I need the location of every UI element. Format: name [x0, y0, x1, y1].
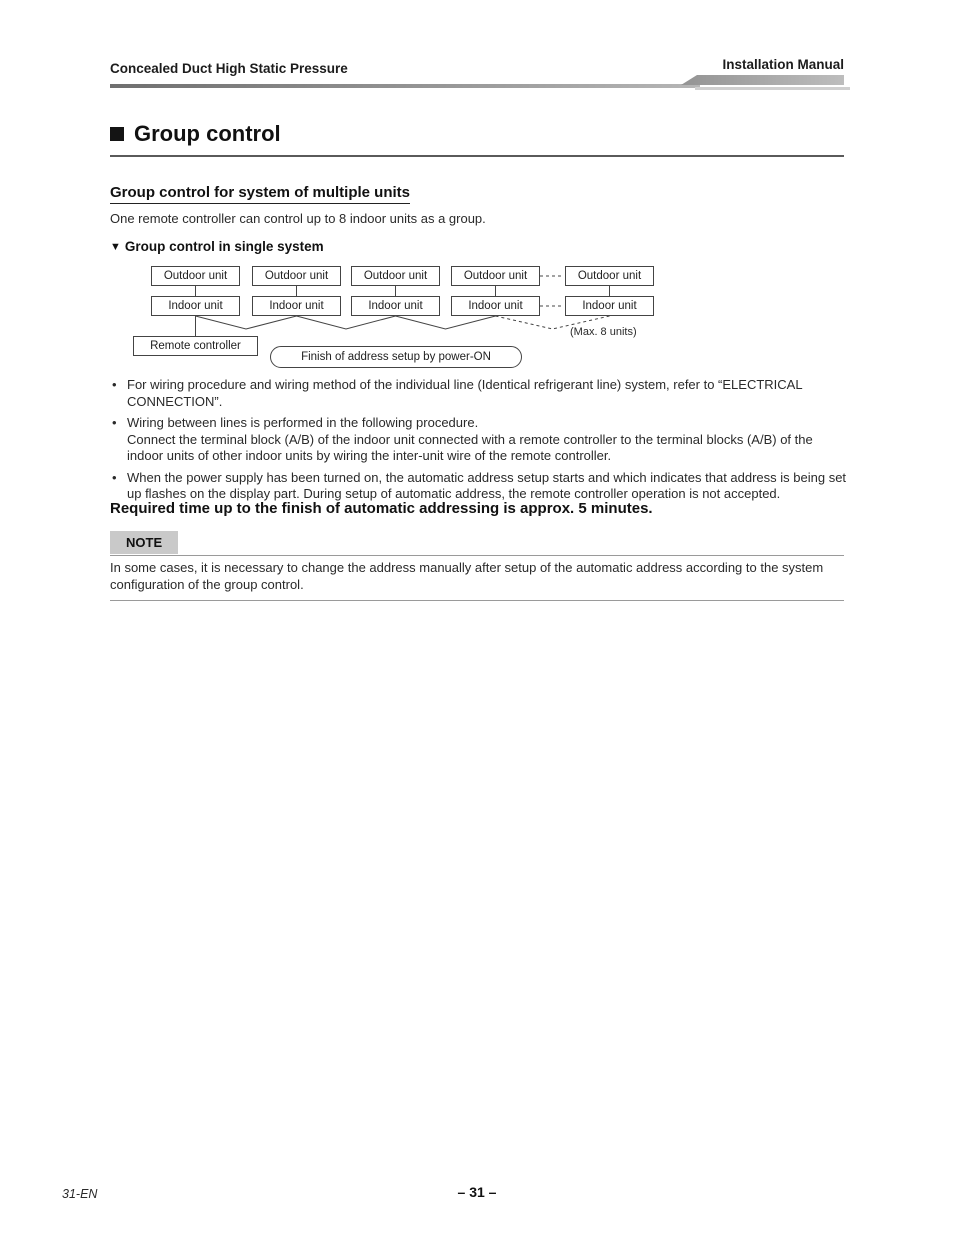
- single-system-heading: [110, 239, 324, 254]
- header-rule-right: [681, 75, 844, 85]
- outdoor-unit-box: Outdoor unit: [151, 266, 240, 286]
- group-control-diagram: [133, 264, 678, 376]
- indoor-unit-box: Indoor unit: [565, 296, 654, 316]
- subsection-intro-text: One remote controller can control up to 8 indoor units as a group.: [110, 211, 486, 226]
- note-text: In some cases, it is necessary to change the address manually after setup of the automatic address according to the system configuration of the group control.: [110, 560, 824, 592]
- header-right-title: Installation Manual: [722, 57, 844, 72]
- square-bullet-icon: [110, 127, 124, 141]
- subsection-heading: Group control for system of multiple units: [110, 184, 410, 204]
- list-item: [110, 377, 848, 410]
- outdoor-unit-box: Outdoor unit: [252, 266, 341, 286]
- outdoor-unit-box: Outdoor unit: [565, 266, 654, 286]
- bullet-text: • For wiring procedure and wiring method of the individual line (Identical refrigerant line) system, refer to “ELECTRICAL CONNECTION”.: [127, 377, 803, 409]
- down-triangle-icon: ▼: [110, 241, 121, 253]
- single-system-heading-text: Group control in single system: [124, 239, 324, 254]
- header-left-title: Concealed Duct High Static Pressure: [110, 61, 348, 76]
- header-rule-left: [110, 84, 700, 88]
- section-heading: [110, 121, 281, 147]
- finish-address-setup-callout: Finish of address setup by power-ON: [270, 346, 522, 368]
- note-label: NOTE: [110, 531, 178, 554]
- required-time-statement: Required time up to the finish of automatic addressing is approx. 5 minutes.: [110, 500, 653, 517]
- note-divider-top: [110, 555, 844, 556]
- section-divider: [110, 155, 844, 157]
- max-units-label: (Max. 8 units): [570, 326, 637, 338]
- indoor-unit-box: Indoor unit: [252, 296, 341, 316]
- note-divider-bottom: [110, 600, 844, 601]
- list-item: [110, 415, 848, 465]
- footer-page-number: – 31 –: [457, 1184, 497, 1200]
- footer-page-code: 31-EN: [62, 1187, 98, 1201]
- indoor-unit-box: Indoor unit: [151, 296, 240, 316]
- header-rule-shadow: [695, 87, 850, 90]
- remote-controller-box: Remote controller: [133, 336, 258, 356]
- bullet-text: Connect the terminal block (A/B) of the indoor unit connected with a remote controller to the terminal blocks (A/B) of the indoor units of other indoor units by wiring the inter-unit wire of the remote controller.: [127, 431, 813, 463]
- outdoor-unit-box: Outdoor unit: [351, 266, 440, 286]
- list-item: [110, 470, 848, 503]
- bullet-list: [110, 377, 848, 508]
- bullet-text: • When the power supply has been turned on, the automatic address setup starts and which indicates that address is being set up flashes on the display part. During setup of automatic address, the remote controller operation is not accepted.: [127, 469, 847, 501]
- section-heading-text: Group control: [134, 121, 281, 146]
- indoor-unit-box: Indoor unit: [351, 296, 440, 316]
- indoor-unit-box: Indoor unit: [451, 296, 540, 316]
- bullet-text: • Wiring between lines is performed in the following procedure.: [127, 415, 479, 430]
- outdoor-unit-box: Outdoor unit: [451, 266, 540, 286]
